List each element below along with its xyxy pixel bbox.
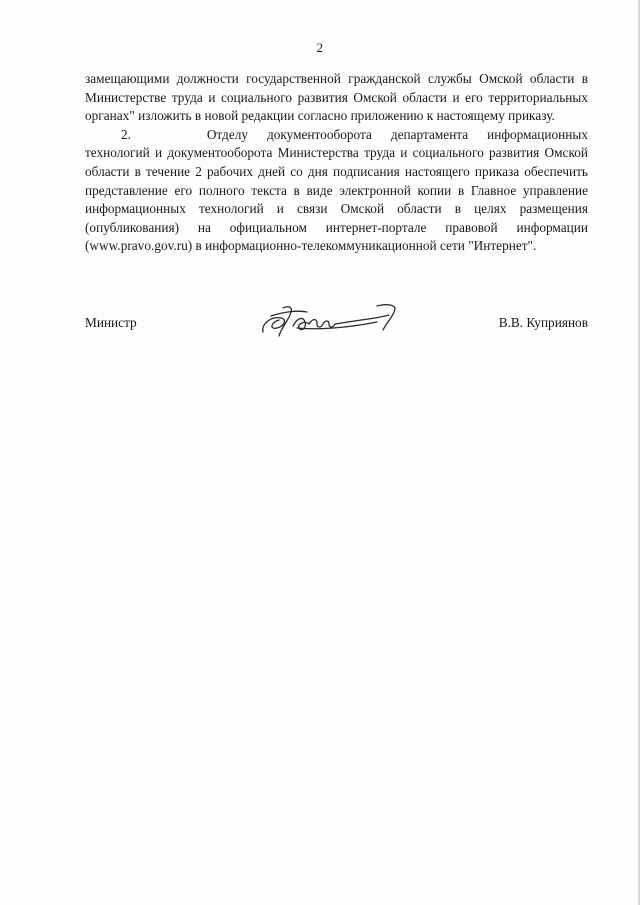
signature-block bbox=[85, 312, 588, 340]
paragraph-2-first-line bbox=[85, 126, 588, 145]
signer-title: Министр bbox=[85, 315, 137, 330]
paragraph-1: замещающими должности государственной гражданской службы Омской области в Министерстве труда и социального развития Омской области и его территориальных органах" изложить в новой редакции согласно приложению к настоящему приказу. bbox=[85, 71, 588, 124]
paragraph-2 bbox=[85, 126, 588, 256]
handwritten-signature-icon bbox=[257, 298, 407, 342]
paragraph-2-number: 2. bbox=[121, 126, 131, 142]
paragraph-2-lead: Отделу документооборота департамента информационных bbox=[206, 126, 588, 142]
paragraph-2-rest: технологий и документооборота Министерства труда и социального развития Омской области в течение 2 рабочих дней со дня подписания настоящего приказа обеспечить представление его полного текста в виде электронной копии в Главное управление информационных технологий и связи Омской области в целях размещения (опубликования) на официальном интернет-портале правовой информации (www.pravo.gov.ru) в информационно-телекоммуникационной сети "Интернет". bbox=[85, 145, 588, 254]
document-body bbox=[85, 70, 588, 256]
signer-name: В.В. Куприянов bbox=[498, 315, 588, 330]
page-number: 2 bbox=[316, 40, 324, 55]
